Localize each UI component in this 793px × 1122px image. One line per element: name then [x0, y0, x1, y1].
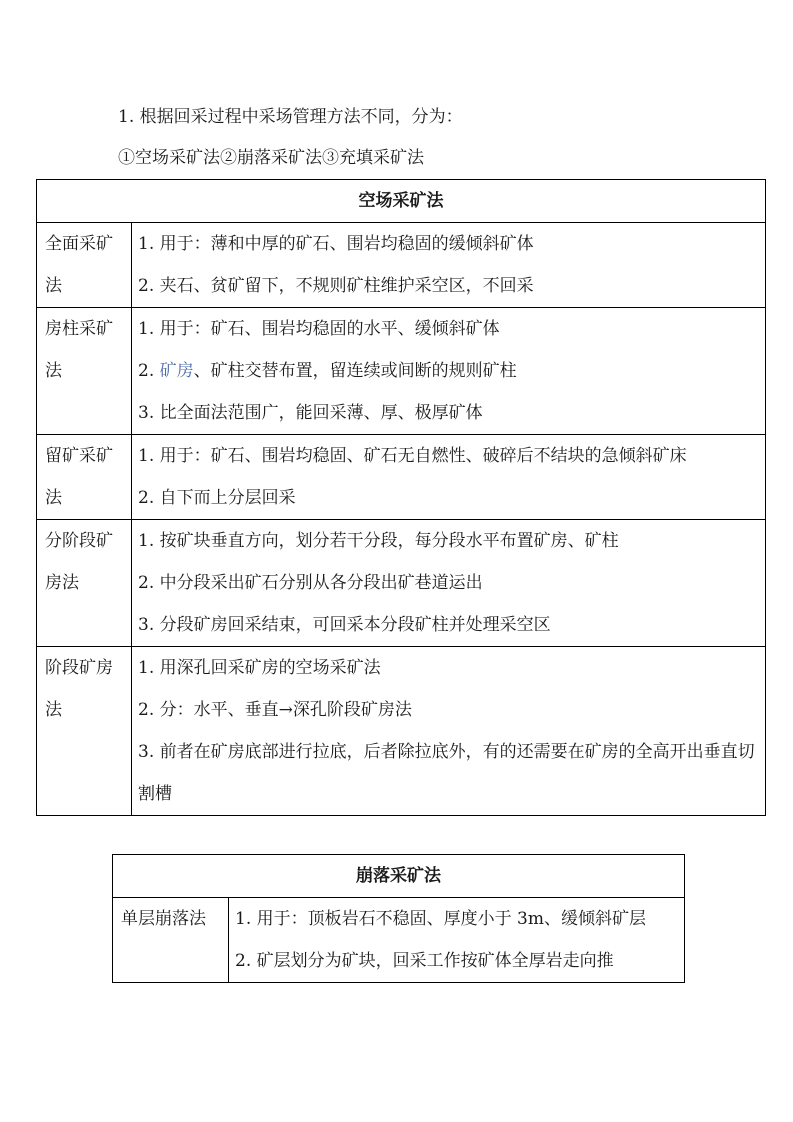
- table-row: [37, 223, 766, 308]
- content-line: [138, 350, 759, 392]
- table-row: [113, 898, 685, 983]
- table-title: 崩落采矿法: [113, 855, 685, 898]
- content-line: 1. 用于：顶板岩石不稳固、厚度小于 3m、缓倾斜矿层: [235, 909, 646, 929]
- method-content: [132, 223, 766, 308]
- method-label: 阶段矿房法: [37, 647, 132, 816]
- content-line: 2. 自下而上分层回采: [138, 488, 296, 508]
- method-label: 留矿采矿法: [37, 435, 132, 520]
- content-line: 1. 按矿块垂直方向，划分若干分段，每分段水平布置矿房、矿柱: [138, 531, 619, 551]
- content-line: 1. 用于：薄和中厚的矿石、围岩均稳固的缓倾斜矿体: [138, 234, 534, 254]
- table-row: [37, 520, 766, 647]
- method-label: 全面采矿法: [37, 223, 132, 308]
- content-line: 3. 分段矿房回采结束，可回采本分段矿柱并处理采空区: [138, 615, 551, 635]
- open-stope-table: [36, 179, 766, 816]
- method-content: [132, 308, 766, 435]
- table-row: [37, 647, 766, 816]
- content-line: 3. 前者在矿房底部进行拉底，后者除拉底外，有的还需要在矿房的全高开出垂直切割槽: [138, 742, 755, 804]
- method-label: 分阶段矿房法: [37, 520, 132, 647]
- content-line: 2. 夹石、贫矿留下，不规则矿柱维护采空区，不回采: [138, 276, 534, 296]
- content-line: 1. 用于：矿石、围岩均稳固、矿石无自燃性、破碎后不结块的急倾斜矿床: [138, 446, 687, 466]
- method-content: [132, 435, 766, 520]
- content-line: 1. 用深孔回采矿房的空场采矿法: [138, 658, 381, 678]
- table-row: [37, 435, 766, 520]
- table-title: 空场采矿法: [37, 180, 766, 223]
- content-line: 2. 中分段采出矿石分别从各分段出矿巷道运出: [138, 573, 483, 593]
- content-line: 2. 矿层划分为矿块，回采工作按矿体全厚岩走向推: [235, 951, 614, 971]
- line-prefix: 2.: [138, 361, 160, 381]
- caving-table: [112, 854, 685, 983]
- content-line: 1. 用于：矿石、围岩均稳固的水平、缓倾斜矿体: [138, 319, 500, 339]
- table-row: [37, 308, 766, 435]
- content-line: 3. 比全面法范围广，能回采薄、厚、极厚矿体: [138, 403, 483, 423]
- ore-room-link[interactable]: 矿房: [159, 361, 194, 381]
- method-label: 单层崩落法: [113, 898, 229, 983]
- method-content: [229, 898, 685, 983]
- line-rest: 、矿柱交替布置，留连续或间断的规则矿柱: [193, 361, 517, 381]
- content-line: 2. 分：水平、垂直→深孔阶段矿房法: [138, 700, 412, 720]
- intro-line-1: 1. 根据回采过程中采场管理方法不同，分为：: [118, 107, 463, 127]
- intro-line-2: ①空场采矿法②崩落采矿法③充填采矿法: [118, 148, 424, 168]
- method-label: 房柱采矿法: [37, 308, 132, 435]
- method-content: [132, 520, 766, 647]
- method-content: [132, 647, 766, 816]
